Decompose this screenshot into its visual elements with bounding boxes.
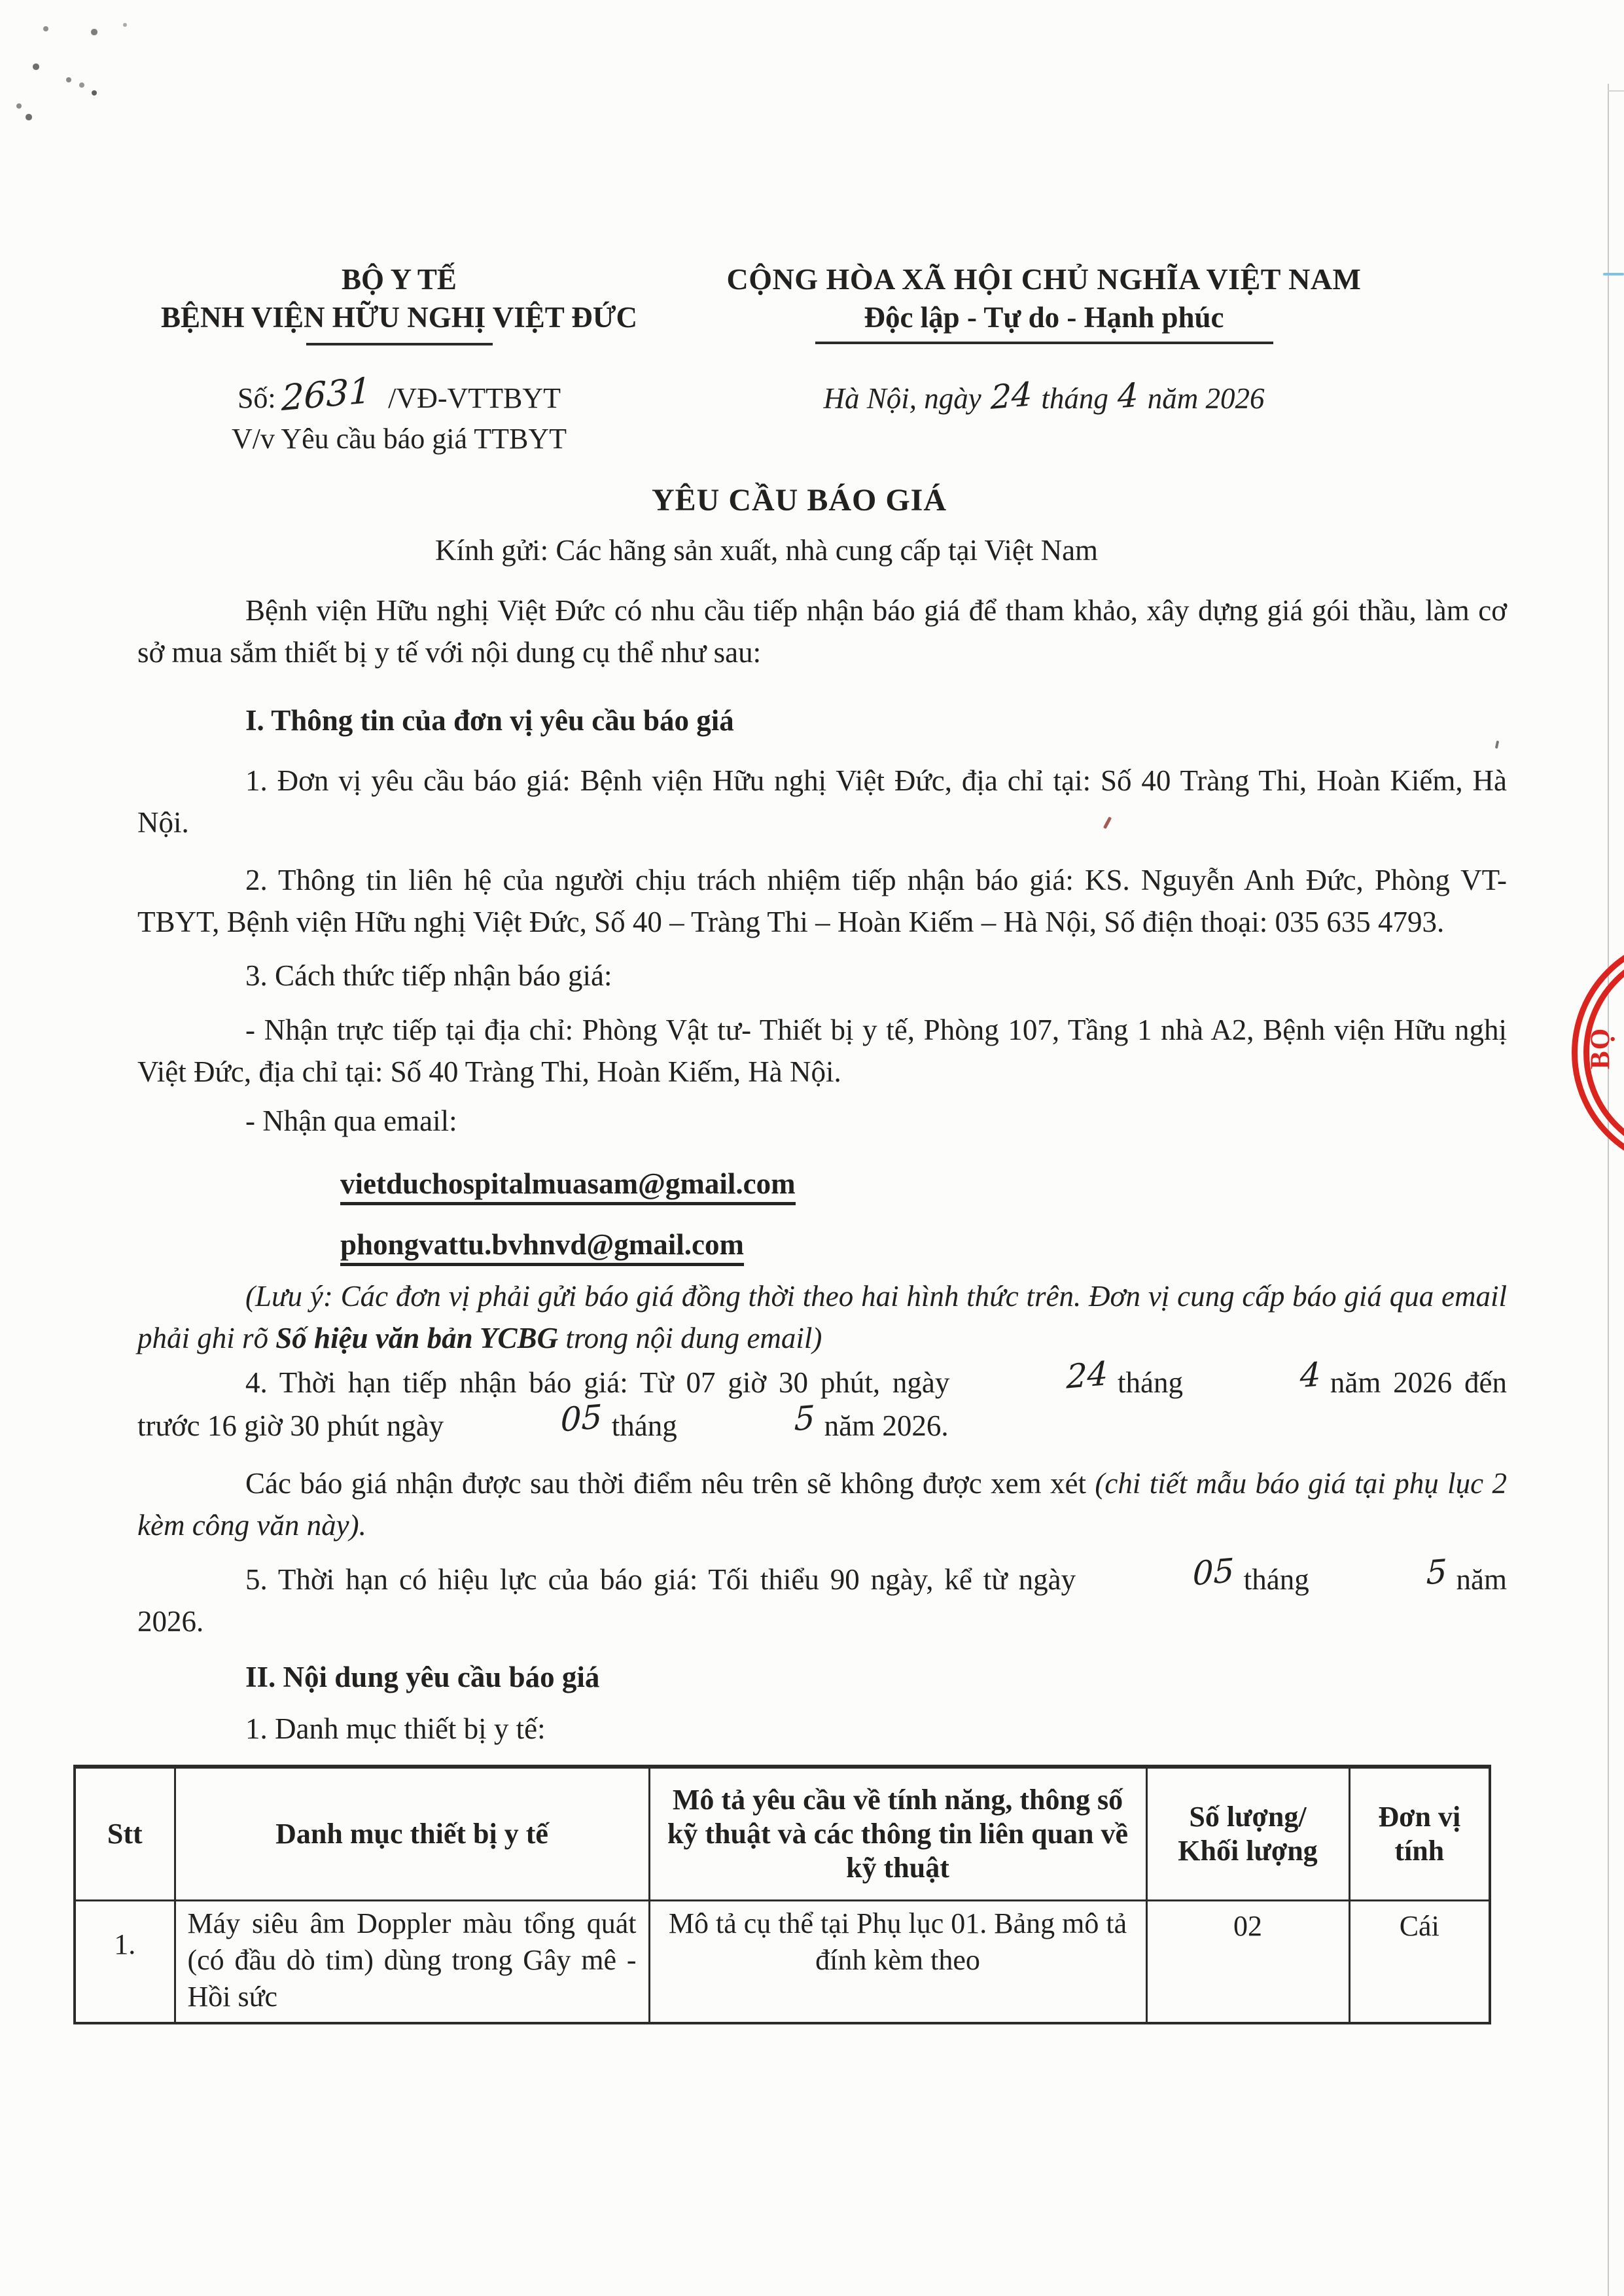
cell-stt: 1. xyxy=(75,1901,175,2024)
seal-text: BỘ xyxy=(1585,1027,1616,1070)
email-address-2: phongvattu.bvhnvd@gmail.com xyxy=(340,1228,744,1266)
receive-email-label: - Nhận qua email: xyxy=(245,1104,457,1137)
col-header-item-name: Danh mục thiết bị y tế xyxy=(175,1767,649,1901)
section1-item5: 5. Thời hạn có hiệu lực của báo giá: Tối thiểu 90 ngày, kể từ ngày 05 tháng 5 năm 2026. xyxy=(137,1557,1507,1642)
section2-heading: II. Nội dung yêu cầu báo giá xyxy=(245,1661,600,1693)
document-number-line xyxy=(134,369,664,419)
equipment-table xyxy=(73,1765,1491,2024)
national-motto-block xyxy=(705,260,1383,417)
scan-speckles xyxy=(0,0,3,3)
scan-blue-mark xyxy=(1603,273,1624,275)
section1-item2: 2. Thông tin liên hệ của người chịu trách nhiệm tiếp nhận báo giá: KS. Nguyễn Anh Đức, Phòng VT-TBYT, Bệnh viện Hữu nghị Việt Đức, Số 40 – Tràng Thi – Hoàn Kiếm – Hà Nội, Số điện thoại: 035 635 4793. xyxy=(137,864,1507,938)
date-middle: tháng xyxy=(1041,382,1108,415)
receive-direct-paragraph: - Nhận trực tiếp tại địa chỉ: Phòng Vật tư- Thiết bị y tế, Phòng 107, Tầng 1 nhà A2, Bệnh viện Hữu nghị Việt Đức, địa chỉ tại: Số 40 Tràng Thi, Hoàn Kiếm, Hà Nội. xyxy=(137,1014,1507,1088)
col-header-description: Mô tả yêu cầu về tính năng, thông số kỹ thuật và các thông tin liên quan về kỹ thuật xyxy=(649,1767,1146,1901)
table-header-row xyxy=(75,1767,1490,1901)
country-name: CỘNG HÒA XÃ HỘI CHỦ NGHĨA VIỆT NAM xyxy=(726,262,1362,296)
salutation-line: Kính gửi: Các hãng sản xuất, nhà cung cấp tại Việt Nam xyxy=(434,534,1099,567)
number-label: Số: xyxy=(237,382,276,414)
scan-edge-tick xyxy=(1608,90,1624,92)
note-bold: Số hiệu văn bản YCBG xyxy=(275,1322,559,1354)
note-post: trong nội dung email) xyxy=(558,1322,822,1354)
document-title: YÊU CẦU BÁO GIÁ xyxy=(651,483,947,518)
section2-subheading: 1. Danh mục thiết bị y tế: xyxy=(245,1712,546,1745)
section1-item1: 1. Đơn vị yêu cầu báo giá: Bệnh viện Hữu nghị Việt Đức, địa chỉ tại: Số 40 Tràng Thi, Hoàn Kiếm, Hà Nội. xyxy=(137,764,1507,839)
handwritten-day-start: 24 xyxy=(1066,1354,1109,1396)
email-line-2 xyxy=(137,1224,1507,1265)
handwritten-month-start: 4 xyxy=(1299,1355,1321,1396)
table-row xyxy=(75,1901,1490,2024)
date-prefix: Hà Nội, ngày xyxy=(823,382,981,415)
cell-item-name: Máy siêu âm Doppler màu tổng quát (có đầu dò tim) dùng trong Gây mê - Hồi sức xyxy=(175,1901,649,2024)
col-header-unit: Đơn vị tính xyxy=(1349,1767,1490,1901)
date-suffix: năm 2026 xyxy=(1147,382,1265,415)
handwritten-number: 2631 xyxy=(281,369,372,419)
cell-unit: Cái xyxy=(1349,1901,1490,2024)
intro-paragraph: Bệnh viện Hữu nghị Việt Đức có nhu cầu tiếp nhận báo giá để tham khảo, xây dựng giá gói thầu, làm cơ sở mua sắm thiết bị y tế với nội dung cụ thể như sau: xyxy=(137,594,1507,669)
divider-rule xyxy=(815,342,1273,344)
note-paragraph xyxy=(137,1275,1507,1359)
late-note-italic: (chi tiết mẫu báo giá tại phụ lục 2 kèm công văn này). xyxy=(137,1467,1507,1542)
email-address-1: vietduchospitalmuasam@gmail.com xyxy=(340,1167,796,1205)
handwritten-valid-day: 05 xyxy=(1192,1551,1235,1593)
issuer-block xyxy=(134,260,664,458)
scan-edge-line xyxy=(1608,84,1609,2296)
cell-quantity: 02 xyxy=(1146,1901,1349,2024)
handwritten-month: 4 xyxy=(1117,376,1139,416)
col-header-stt: Stt xyxy=(75,1767,175,1901)
section1-item4: 4. Thời hạn tiếp nhận báo giá: Từ 07 giờ 30 phút, ngày 24 tháng 4 năm 2026 đến trước 16 giờ 30 phút ngày 05 tháng 5 năm 2026. xyxy=(137,1360,1507,1447)
place-date-line xyxy=(705,375,1383,417)
document-subject: V/v Yêu cầu báo giá TTBYT xyxy=(232,423,567,455)
section1-heading: I. Thông tin của đơn vị yêu cầu báo giá xyxy=(245,704,734,737)
handwritten-day-end: 05 xyxy=(560,1397,603,1439)
email-line-1 xyxy=(137,1163,1507,1205)
section1-item3: 3. Cách thức tiếp nhận báo giá: xyxy=(245,959,612,992)
col-header-quantity: Số lượng/ Khối lượng xyxy=(1146,1767,1349,1901)
document-body xyxy=(107,480,1507,2024)
number-suffix: /VĐ-VTTBYT xyxy=(388,382,561,414)
cell-description: Mô tả cụ thể tại Phụ lục 01. Bảng mô tả đính kèm theo xyxy=(649,1901,1146,2024)
motto-line: Độc lập - Tự do - Hạnh phúc xyxy=(864,301,1224,334)
note-pre: (Lưu ý: Các đơn vị phải gửi báo giá đồng thời theo hai hình thức trên. Đơn vị cung cấp báo giá qua email phải ghi rõ xyxy=(137,1280,1507,1354)
handwritten-valid-month: 5 xyxy=(1425,1552,1447,1593)
ministry-name: BỘ Y TẾ xyxy=(342,263,457,296)
late-quotes-paragraph: Các báo giá nhận được sau thời điểm nêu trên sẽ không được xem xét (chi tiết mẫu báo giá tại phụ lục 2 kèm công văn này). xyxy=(137,1467,1507,1542)
divider-rule xyxy=(306,343,493,345)
handwritten-month-end: 5 xyxy=(794,1398,815,1439)
handwritten-day: 24 xyxy=(990,375,1033,417)
hospital-name: BỆNH VIỆN HỮU NGHỊ VIỆT ĐỨC xyxy=(160,301,638,334)
